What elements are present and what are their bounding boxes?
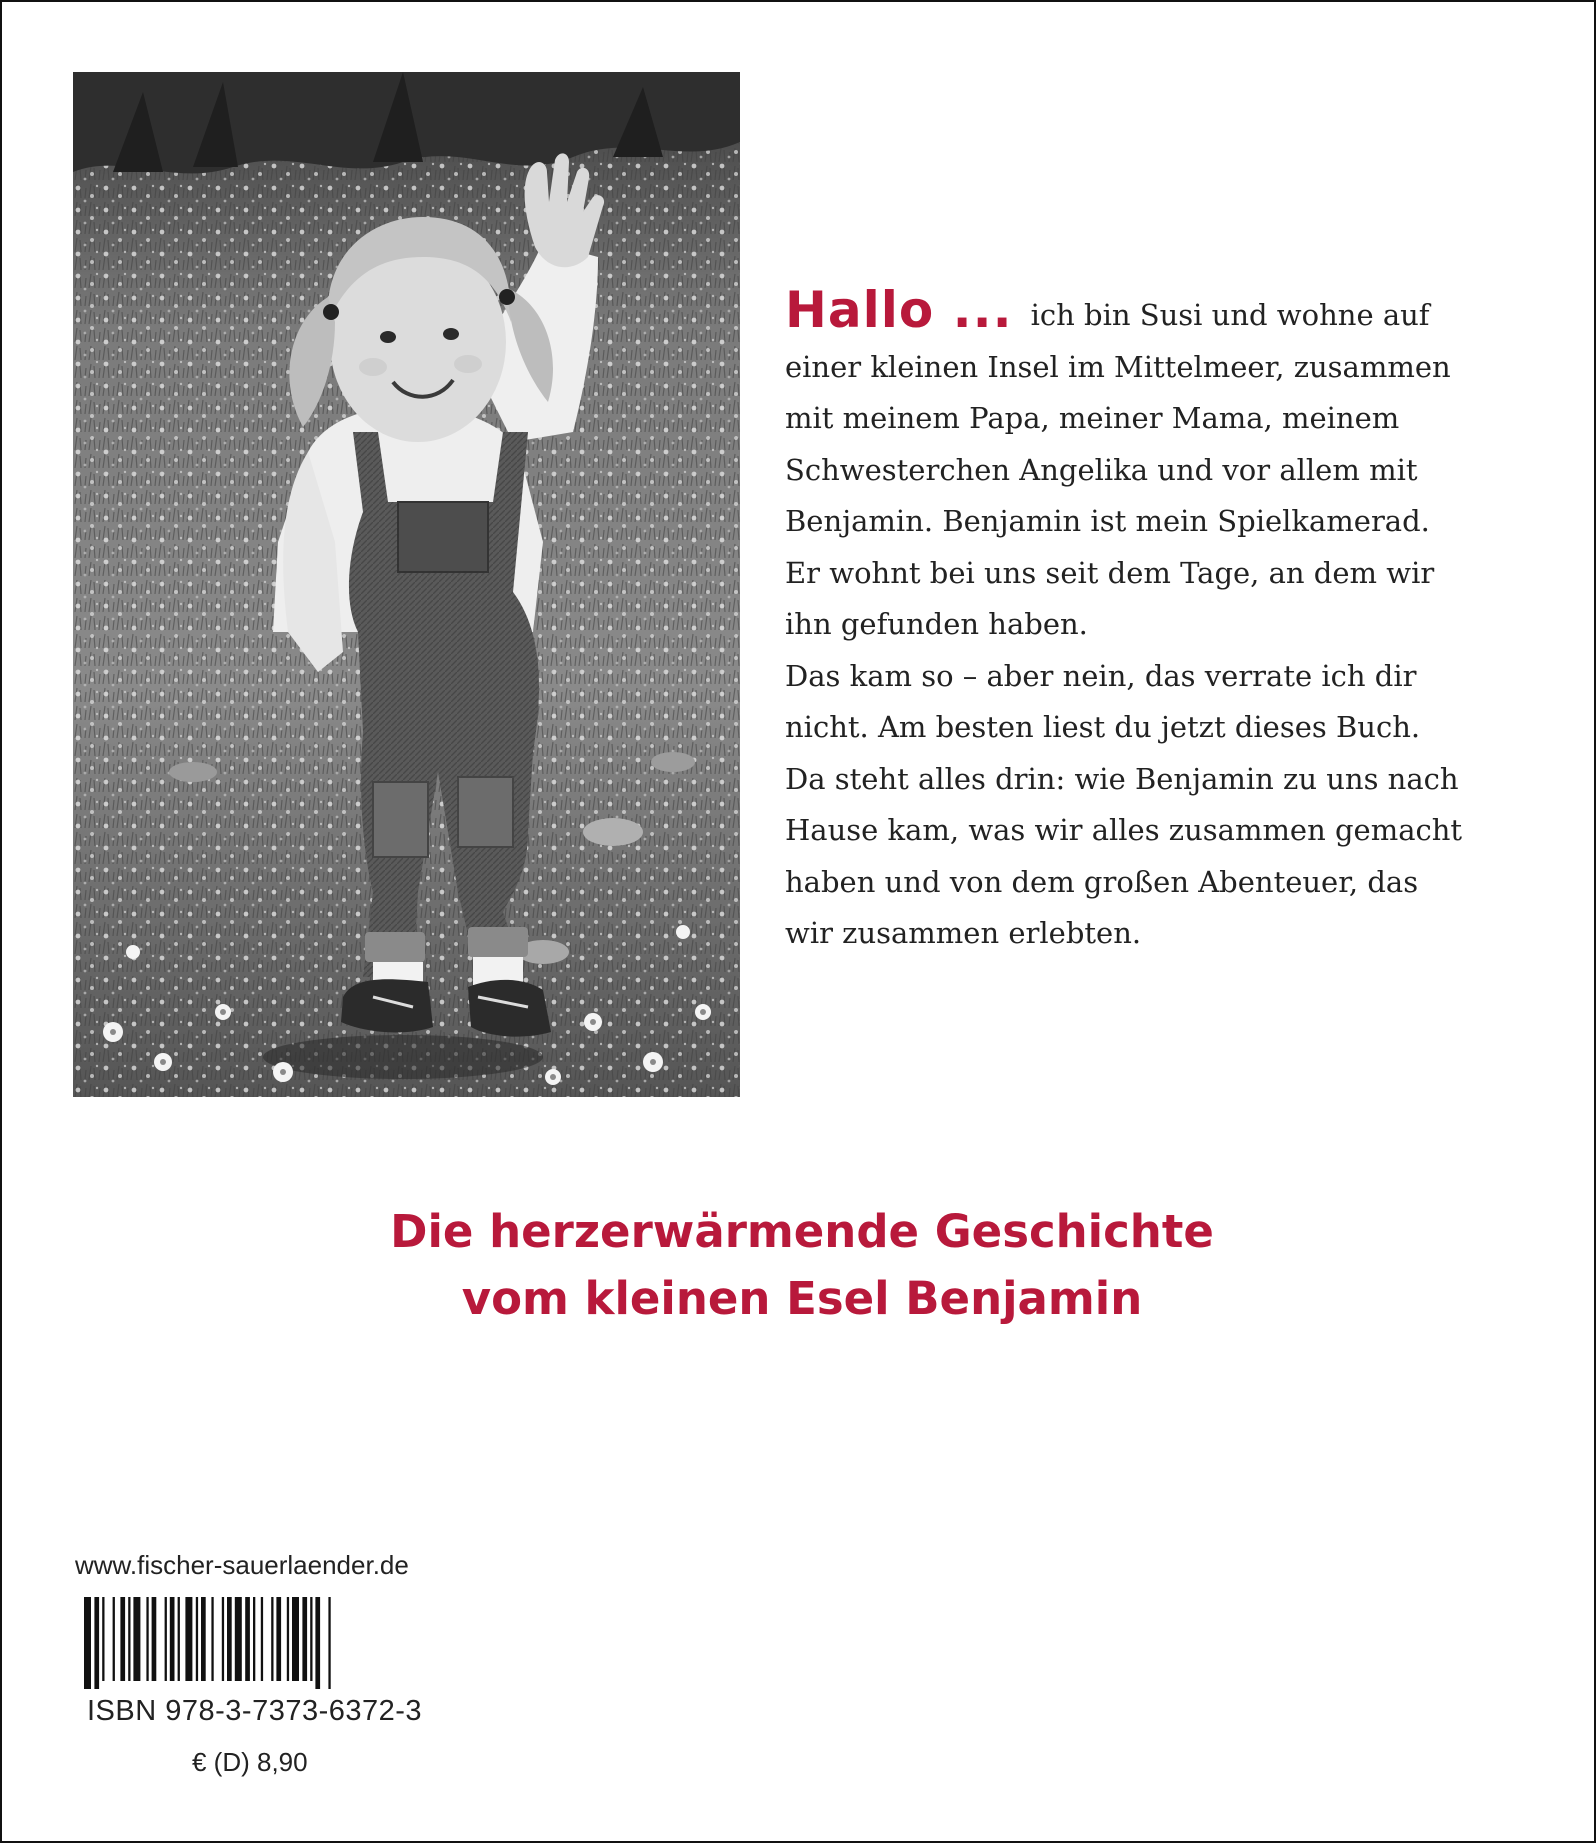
intro-line: Das kam so – aber nein, das verrate ich dir — [785, 658, 1417, 693]
tagline-line-1: Die herzerwärmende Geschichte — [390, 1205, 1214, 1258]
intro-line: haben und von dem großen Abenteuer, das — [785, 864, 1419, 899]
intro-text — [785, 281, 1485, 960]
intro-line: mit meinem Papa, meiner Mama, meinem — [785, 401, 1400, 435]
intro-line-text: ich bin Susi und wohne auf — [1030, 298, 1430, 332]
intro-line: Er wohnt bei uns seit dem Tage, an dem wir — [785, 555, 1435, 590]
intro-line: ihn gefunden haben. — [785, 607, 1088, 641]
price-label: € (D) 8,90 — [192, 1747, 308, 1777]
publisher-website: www.fischer-sauerlaender.de — [75, 1550, 409, 1580]
tagline — [302, 1198, 1302, 1332]
intro-line: Schwesterchen Angelika und vor allem mit — [785, 452, 1418, 487]
intro-line: nicht. Am besten liest du jetzt dieses Buch. — [785, 710, 1421, 744]
barcode-icon — [84, 1597, 424, 1689]
photo-girl-waving — [73, 72, 740, 1097]
intro-line — [785, 281, 1485, 342]
intro-line: Da steht alles drin: wie Benjamin zu uns nach — [785, 761, 1459, 796]
greeting-heading: Hallo ... — [785, 281, 1013, 339]
intro-line: wir zusammen erlebten. — [785, 916, 1142, 950]
isbn-number: ISBN 978-3-7373-6372-3 — [87, 1695, 423, 1727]
intro-line: Hause kam, was wir alles zusammen gemacht — [785, 813, 1463, 847]
tagline-line-2: vom kleinen Esel Benjamin — [461, 1272, 1143, 1325]
intro-line: Benjamin. Benjamin ist mein Spielkamerad. — [785, 504, 1430, 538]
intro-line: einer kleinen Insel im Mittelmeer, zusammen — [785, 349, 1451, 384]
